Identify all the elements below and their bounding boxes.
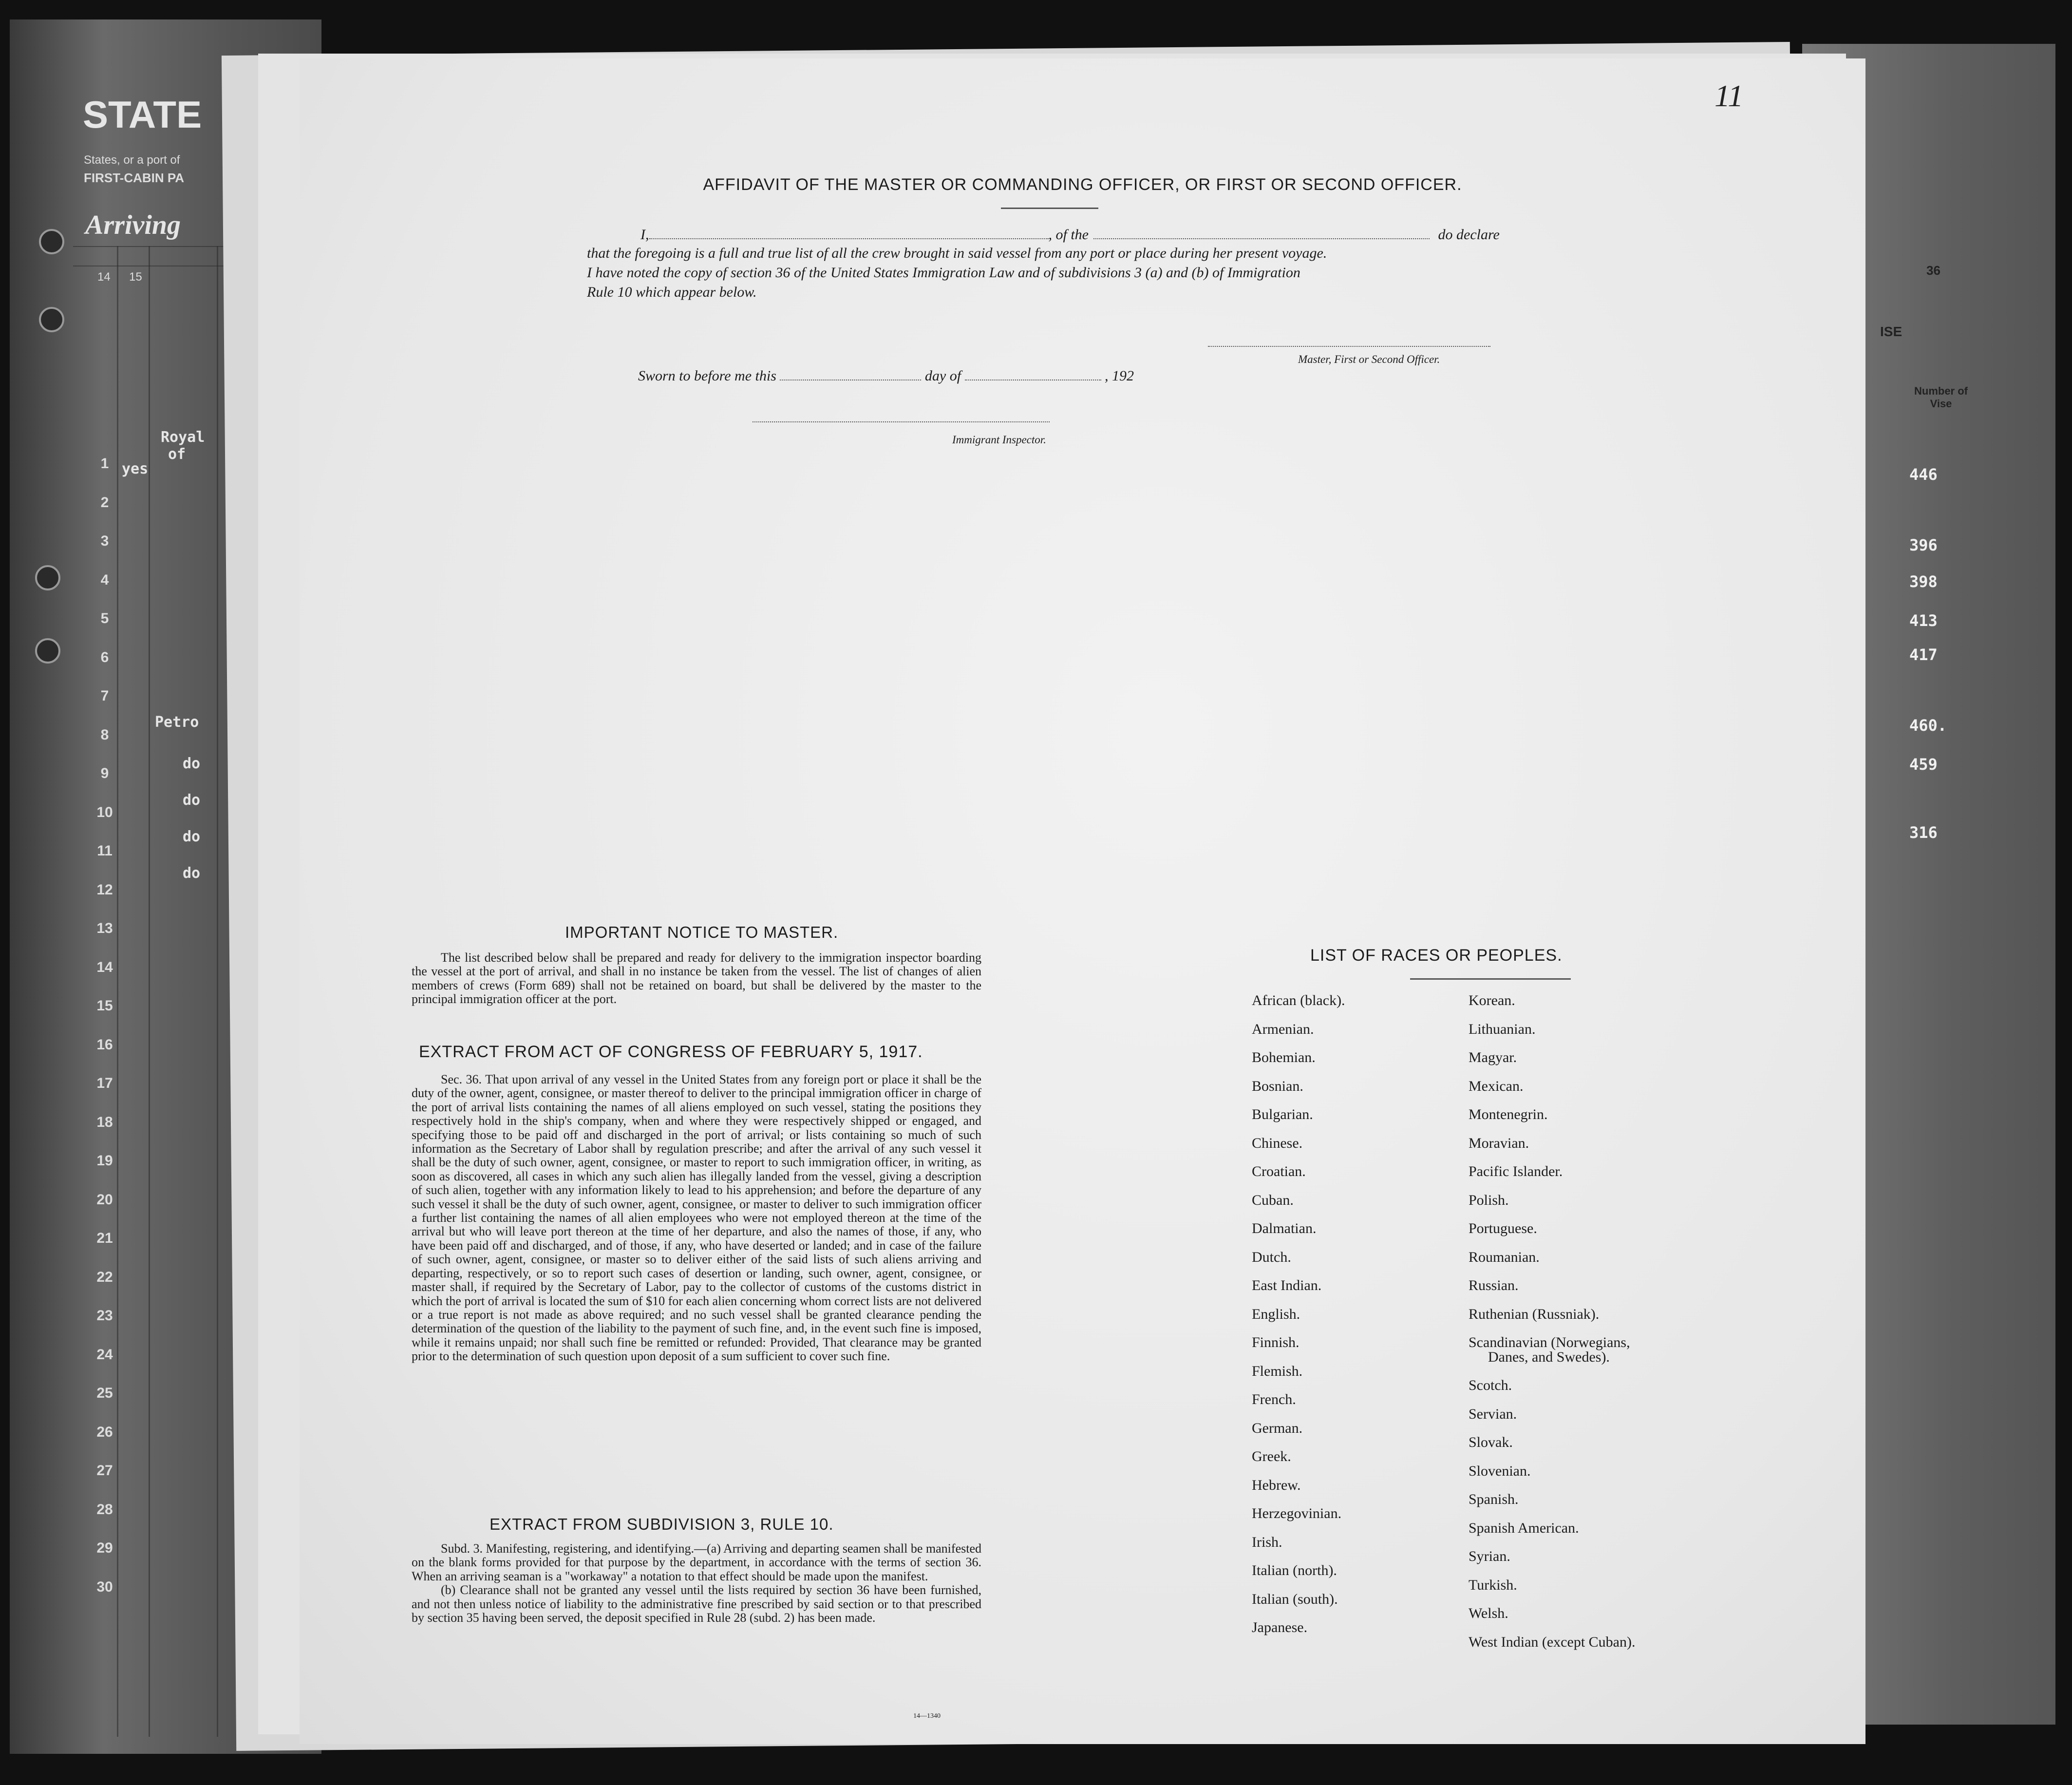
back-row-number: 7 — [100, 688, 109, 704]
punch-hole — [39, 307, 64, 332]
back-col-number: 15 — [129, 270, 142, 284]
race-item: Spanish. — [1469, 1491, 1519, 1507]
race-item: Bulgarian. — [1252, 1106, 1313, 1122]
back-col-number: 36 — [1926, 263, 1940, 278]
back-row-number: 28 — [96, 1501, 113, 1518]
race-item: Korean. — [1469, 992, 1515, 1008]
race-item: Cuban. — [1252, 1192, 1294, 1208]
declaration-text: that the foregoing is a full and true list of all the crew brought in said vessel from any port or place during her present voyage. — [587, 245, 1327, 261]
back-row-number: 5 — [100, 610, 109, 627]
declaration-text: Rule 10 which appear below. — [587, 284, 757, 300]
race-item: Armenian. — [1252, 1021, 1314, 1037]
races-column-2 — [1469, 987, 1635, 1656]
back-row-number: 23 — [96, 1308, 113, 1324]
visa-column-header: Number of Vise — [1914, 385, 1968, 410]
title-rule — [1001, 208, 1098, 209]
back-row-number: 27 — [96, 1462, 113, 1479]
affidavit-document — [300, 58, 1865, 1744]
race-item: Croatian. — [1252, 1163, 1306, 1179]
race-item: Hebrew. — [1252, 1477, 1301, 1493]
vessel-label: , of the — [1048, 227, 1089, 243]
back-row-number: 3 — [100, 533, 109, 549]
race-item: Turkish. — [1469, 1576, 1517, 1593]
back-sheet-line: Arriving — [85, 210, 181, 240]
race-item: Portuguese. — [1469, 1220, 1537, 1236]
race-item: Italian (north). — [1252, 1562, 1337, 1578]
sworn-label: Sworn to before me this — [638, 368, 776, 384]
rule-para-a: Subd. 3. Manifesting, registering, and identifying.—(a) Arriving and departing seamen shall be manifested on the blank forms provided for that purpose by the department, in accordance with the terms of section 36. When an arriving seaman is a "workaway" a notation to that effect should be made upon the manifest. — [412, 1541, 981, 1583]
notice-body — [412, 951, 981, 1006]
grid-line — [149, 246, 150, 1737]
officer-signature-field[interactable] — [1208, 346, 1490, 347]
race-item: Servian. — [1469, 1405, 1517, 1422]
race-item: Greek. — [1252, 1448, 1291, 1464]
visa-number: 460. — [1909, 716, 1947, 735]
year-label: , 192 — [1105, 368, 1134, 384]
back-row-number: 10 — [96, 804, 113, 820]
punch-hole — [35, 638, 60, 664]
extract-act-body — [412, 1073, 981, 1364]
back-row-number: 2 — [100, 494, 109, 511]
race-item: East Indian. — [1252, 1277, 1322, 1293]
punch-hole — [39, 229, 64, 254]
back-row-number: 21 — [96, 1230, 113, 1246]
race-item: Lithuanian. — [1469, 1021, 1536, 1037]
extract-act-text: Sec. 36. That upon arrival of any vessel in the United States from any foreign port or place it shall be the duty of the owner, agent, consignee, or master thereof to deliver to the principal immigration officer in charge of the port of arrival lists containing the names of all aliens employed on such vessel, stating the positions they respectively hold in the ship's company, when and where they were respectively shipped or engaged, and specifying those to be paid off and discharged in the port of arrival; or lists containing so much of such information as the Secretary of Labor shall by regulation prescribe; and after the arrival of any such vessel it shall be the duty of such owner, agent, consignee, or master to report to such immigration officer, in writing, as soon as discovered, all cases in which any such alien has illegally landed from the vessel, giving a description of such alien, together with any information likely to lead to his apprehension; and before the departure of any such vessel it shall be the duty of such owner, agent, consignee, or master to deliver to such immigration officer a further list containing the names of all alien employees who were not employed thereon at the time of the arrival but who will leave port thereon at the time of her departure, and also the names of those, if any, who have been paid off and discharged, and of those, if any, who have deserted or landed; and in case of the failure of such owner, agent, consignee, or master so to deliver either of the said lists of such aliens arriving and departing, respectively, or so to report such cases of desertion or landing, such owner, agent, consignee, or master shall, if required by the Secretary of Labor, pay to the collector of customs of the customs district in which the port of arrival is located the sum of $10 for each alien concerning whom correct lists are not delivered or a true report is not made as above required; and no such vessel shall be granted clearance pending the determination of the question of the liability to the payment of such fine, and, in the event such fine is imposed, while it remains unpaid; nor shall such fine be remitted or refunded: Provided, That clearance may be granted prior to the determination of such question upon deposit of a sum sufficient to cover such fine. — [412, 1072, 981, 1364]
back-row-number: 4 — [100, 571, 109, 588]
notice-text: The list described below shall be prepared and ready for delivery to the immigration inspector boarding the vessel at the port of arrival, and shall in no instance be taken from the vessel. The list of changes of alien members of crews (Form 689) shall not be retained on board, but shall be delivered by the master to the principal immigration officer at the port. — [412, 950, 981, 1006]
race-item: Dutch. — [1252, 1249, 1291, 1265]
race-item: Slovak. — [1469, 1434, 1513, 1450]
visa-number: 316 — [1909, 823, 1938, 842]
race-item: Italian (south). — [1252, 1591, 1338, 1607]
back-row-number: 11 — [97, 843, 113, 859]
back-sheet-title: STATE — [83, 93, 202, 136]
declarant-label: I, — [640, 227, 649, 243]
back-entry: Royal — [161, 429, 205, 446]
visa-number: 459 — [1909, 755, 1938, 774]
declarant-name-field[interactable] — [649, 238, 1049, 239]
back-row-number: 1 — [100, 456, 109, 472]
race-item: Spanish American. — [1469, 1519, 1579, 1536]
race-item: African (black). — [1252, 992, 1345, 1008]
back-row-number: 12 — [96, 881, 113, 898]
declaration-body — [587, 244, 1824, 302]
back-row-number: 26 — [96, 1424, 113, 1440]
inspector-label: Immigrant Inspector. — [952, 434, 1046, 446]
affidavit-title: AFFIDAVIT OF THE MASTER OR COMMANDING OFFICER, OR FIRST OR SECOND OFFICER. — [703, 175, 1462, 194]
rule-para-b: (b) Clearance shall not be granted any vessel until the lists required by section 36 have been furnished, and not then unless notice of liability to the administrative fine prescribed by said section or to that prescribed by section 35 having been served, the deposit specified in Rule 28 (subd. 2) has been made. — [412, 1583, 981, 1625]
back-row-number: 25 — [96, 1385, 113, 1401]
back-row-number: 9 — [100, 765, 109, 781]
back-row-number: 17 — [96, 1075, 113, 1091]
race-item: Polish. — [1469, 1192, 1509, 1208]
form-code: 14—1340 — [913, 1712, 941, 1720]
back-row-number: 24 — [96, 1346, 113, 1363]
punch-hole — [35, 565, 60, 590]
race-item: Russian. — [1469, 1277, 1519, 1293]
race-item: Magyar. — [1469, 1049, 1517, 1065]
back-row-number: 20 — [96, 1191, 113, 1208]
race-item: Ruthenian (Russniak). — [1469, 1306, 1600, 1322]
race-item: Flemish. — [1252, 1363, 1303, 1379]
race-item: Irish. — [1252, 1534, 1282, 1550]
back-entry: do — [183, 865, 201, 882]
back-entry: Petro — [155, 714, 199, 731]
extract-rule-title: EXTRACT FROM SUBDIVISION 3, RULE 10. — [490, 1515, 834, 1533]
race-item: English. — [1252, 1306, 1300, 1322]
race-item: Mexican. — [1469, 1078, 1524, 1094]
back-row-number: 18 — [96, 1114, 113, 1130]
visa-number: 417 — [1909, 646, 1938, 664]
visa-number: 398 — [1909, 572, 1938, 591]
race-item: Herzegovinian. — [1252, 1505, 1342, 1521]
back-entry: do — [183, 755, 201, 772]
extract-act-title: EXTRACT FROM ACT OF CONGRESS OF FEBRUARY 5, 1917. — [419, 1043, 923, 1061]
signature-label: Master, First or Second Officer. — [1298, 353, 1440, 365]
visa-number: 396 — [1909, 536, 1938, 554]
races-title: LIST OF RACES OR PEOPLES. — [1310, 946, 1563, 965]
inspector-signature-field[interactable] — [753, 421, 1050, 422]
race-item: Scotch. — [1469, 1377, 1512, 1393]
race-item: West Indian (except Cuban). — [1469, 1633, 1636, 1650]
race-item: Scandinavian (Norwegians, — [1469, 1334, 1630, 1350]
extract-rule-body — [412, 1542, 981, 1625]
race-item: Finnish. — [1252, 1334, 1300, 1350]
grid-line — [217, 246, 218, 1737]
race-item: Chinese. — [1252, 1135, 1303, 1151]
vessel-name-field[interactable] — [1093, 238, 1430, 239]
back-row-number: 15 — [96, 998, 113, 1014]
races-rule — [1410, 978, 1571, 980]
day-of-label: day of — [924, 368, 961, 384]
visa-number: 413 — [1909, 611, 1938, 630]
back-entry: yes — [122, 460, 149, 477]
back-entry: do — [183, 792, 201, 809]
back-sheet-line: FIRST-CABIN PA — [84, 171, 185, 185]
race-item: Dalmatian. — [1252, 1220, 1317, 1236]
race-item: Pacific Islander. — [1469, 1163, 1563, 1179]
back-row-number: 22 — [96, 1269, 113, 1285]
back-sheet-line: States, or a port of — [84, 153, 180, 167]
race-item: Montenegrin. — [1469, 1106, 1548, 1122]
back-row-number: 19 — [96, 1153, 113, 1169]
back-row-number: 8 — [100, 726, 109, 743]
back-row-number: 13 — [96, 920, 113, 936]
race-item: Roumanian. — [1469, 1249, 1540, 1265]
back-row-number: 14 — [96, 959, 113, 975]
back-col-number: 14 — [97, 270, 111, 284]
race-item: Welsh. — [1469, 1605, 1508, 1621]
race-item: Moravian. — [1469, 1135, 1529, 1151]
back-row-number: 6 — [100, 649, 109, 665]
back-row-number: 16 — [96, 1036, 113, 1053]
race-item: Slovenian. — [1469, 1462, 1531, 1479]
race-item: French. — [1252, 1391, 1296, 1407]
race-item-continuation: Danes, and Swedes). — [1488, 1349, 1610, 1365]
back-entry: do — [183, 828, 201, 845]
back-row-number: 29 — [96, 1540, 113, 1556]
race-item: German. — [1252, 1420, 1303, 1436]
races-column-1 — [1252, 987, 1345, 1642]
sworn-line — [638, 368, 1134, 384]
back-right-fragment: ISE — [1880, 324, 1902, 339]
page-number: 11 — [1714, 78, 1744, 113]
visa-number: 446 — [1909, 465, 1938, 484]
back-entry: of — [168, 446, 186, 463]
declaration-line — [640, 227, 1819, 243]
back-row-number: 30 — [96, 1578, 113, 1595]
race-item: Syrian. — [1469, 1548, 1510, 1564]
race-item: Bohemian. — [1252, 1049, 1316, 1065]
race-item: Japanese. — [1252, 1619, 1308, 1635]
notice-title: IMPORTANT NOTICE TO MASTER. — [565, 923, 839, 941]
declaration-text: I have noted the copy of section 36 of the United States Immigration Law and of subdivisions 3 (a) and (b) of Immigration — [587, 265, 1300, 281]
declare-label: do declare — [1438, 227, 1500, 243]
race-item: Bosnian. — [1252, 1078, 1303, 1094]
